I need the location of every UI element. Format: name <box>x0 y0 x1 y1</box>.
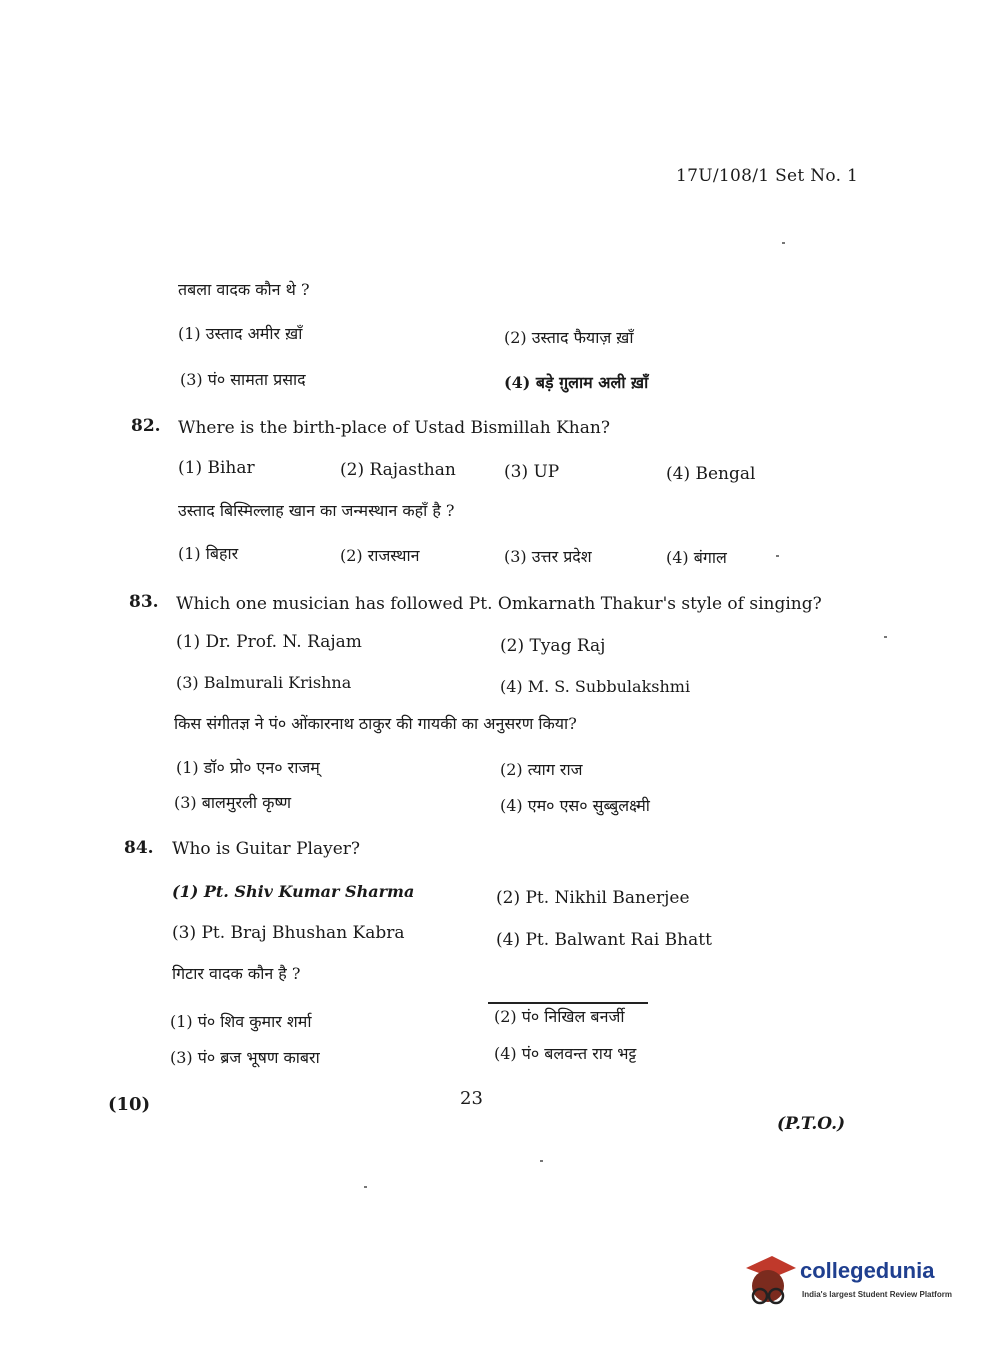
scan-speck <box>776 555 779 557</box>
q84-text: Who is Guitar Player? <box>172 839 361 859</box>
q84-option-1: (1) Pt. Shiv Kumar Sharma <box>172 882 415 901</box>
q82-option-2: (2) Rajasthan <box>340 460 456 480</box>
q84-hindi-option-3: (3) पं० ब्रज भूषण काबरा <box>170 1048 320 1067</box>
q82-option-4: (4) Bengal <box>666 464 756 484</box>
mascot-icon <box>742 1252 798 1312</box>
q83-option-2: (2) Tyag Raj <box>500 636 606 656</box>
q81-option-2: (2) उस्ताद फैयाज़ ख़ाँ <box>504 328 634 347</box>
q81-option-3: (3) पं० सामता प्रसाद <box>180 370 306 389</box>
q81-option-4: (4) बड़े ग़ुलाम अली ख़ाँ <box>504 373 649 392</box>
q82-hindi: उस्ताद बिस्मिल्लाह खान का जन्मस्थान कहाँ है ? <box>178 501 455 520</box>
overline-mark <box>488 1002 648 1004</box>
collegedunia-logo <box>742 1252 972 1312</box>
q84-option-2: (2) Pt. Nikhil Banerjee <box>496 888 690 908</box>
q83-option-3: (3) Balmurali Krishna <box>176 673 352 692</box>
scan-speck <box>364 1186 367 1188</box>
q82-hindi-option-4: (4) बंगाल <box>666 548 727 567</box>
q84-hindi-option-2: (2) पं० निखिल बनर्जी <box>494 1007 625 1026</box>
q84-option-4: (4) Pt. Balwant Rai Bhatt <box>496 930 712 950</box>
q83-hindi-option-4: (4) एम० एस० सुब्बुलक्ष्मी <box>500 796 650 815</box>
q82-hindi-option-1: (1) बिहार <box>178 544 239 563</box>
q83-hindi: किस संगीतज्ञ ने पं० ओंकारनाथ ठाकुर की गायकी का अनुसरण किया? <box>174 714 577 733</box>
page-number: 23 <box>460 1088 483 1109</box>
q82-option-3: (3) UP <box>504 462 560 482</box>
q82-text: Where is the birth-place of Ustad Bismillah Khan? <box>178 418 610 438</box>
q84-option-3: (3) Pt. Braj Bhushan Kabra <box>172 923 405 943</box>
q81-hindi-tail: तबला वादक कौन थे ? <box>178 280 310 299</box>
q83-number: 83. <box>129 592 159 612</box>
q84-hindi-option-4: (4) पं० बलवन्त राय भट्ट <box>494 1044 637 1063</box>
scan-speck <box>782 242 785 244</box>
q84-hindi: गिटार वादक कौन है ? <box>172 964 301 983</box>
paper-code: 17U/108/1 Set No. 1 <box>676 166 859 186</box>
q83-hindi-option-3: (3) बालमुरली कृष्ण <box>174 793 292 812</box>
q83-option-4: (4) M. S. Subbulakshmi <box>500 677 691 696</box>
q84-hindi-option-1: (1) पं० शिव कुमार शर्मा <box>170 1012 312 1031</box>
q81-option-1: (1) उस्ताद अमीर ख़ाँ <box>178 324 303 343</box>
q82-hindi-option-2: (2) राजस्थान <box>340 546 420 565</box>
q83-option-1: (1) Dr. Prof. N. Rajam <box>176 632 362 652</box>
scan-speck <box>884 636 887 638</box>
q83-text: Which one musician has followed Pt. Omkarnath Thakur's style of singing? <box>176 594 822 614</box>
scan-speck <box>540 1160 543 1162</box>
footer-left-number: (10) <box>108 1094 151 1115</box>
q83-hindi-option-1: (1) डॉ० प्रो० एन० राजम् <box>176 758 320 777</box>
logo-tagline: India's largest Student Review Platform <box>802 1290 952 1299</box>
logo-wordmark: collegedunia <box>800 1258 935 1283</box>
q82-option-1: (1) Bihar <box>178 458 255 478</box>
q84-number: 84. <box>124 838 154 858</box>
pto-label: (P.T.O.) <box>777 1114 846 1134</box>
q82-hindi-option-3: (3) उत्तर प्रदेश <box>504 547 592 566</box>
q83-hindi-option-2: (2) त्याग राज <box>500 760 583 779</box>
q82-number: 82. <box>131 416 161 436</box>
